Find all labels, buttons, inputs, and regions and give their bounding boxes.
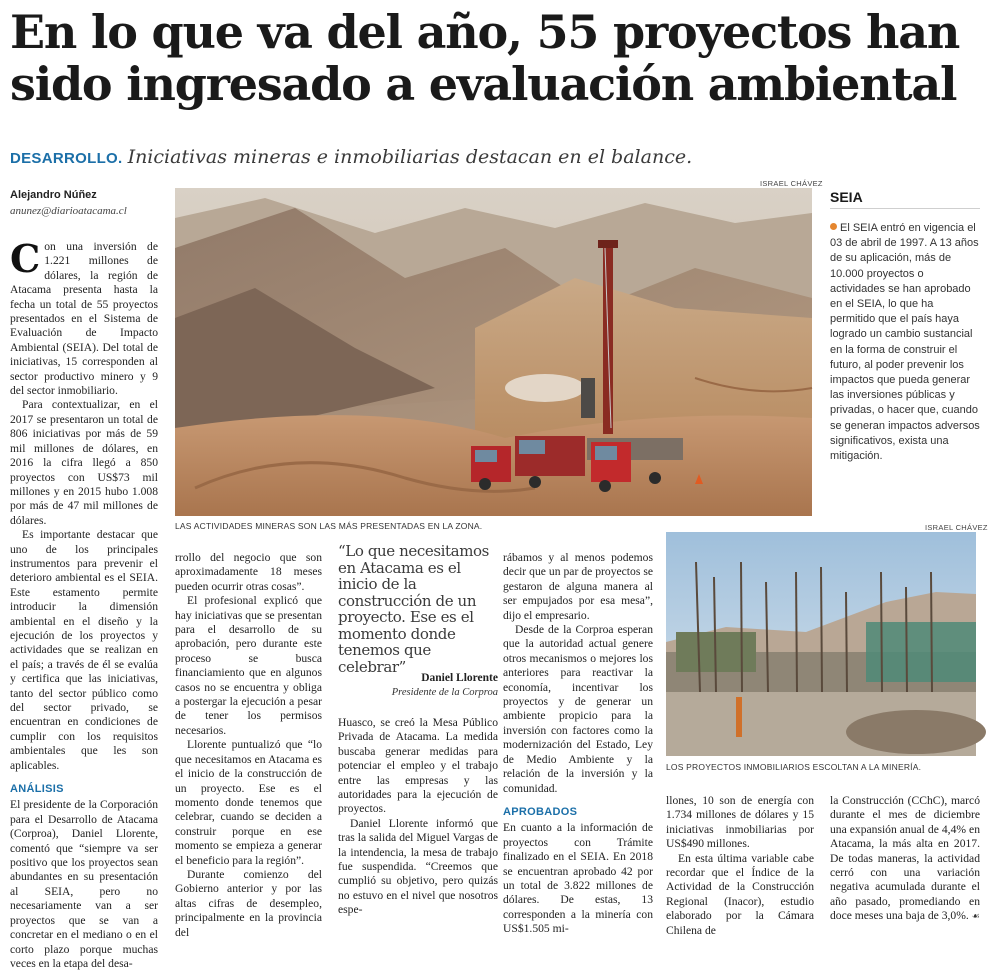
mining-photo bbox=[175, 188, 812, 516]
quote-author: Daniel Llorente bbox=[421, 672, 498, 684]
author-email[interactable]: anunez@diarioatacama.cl bbox=[10, 205, 127, 217]
author-name: Alejandro Núñez bbox=[10, 189, 97, 201]
col3-paragraph-1: Huasco, se creó la Mesa Público Privada de Atacama. La medida buscaba generar medidas para potenciar el empleo y el trabajo entre las empresas y las autoridades para la ejecución de proyectos. bbox=[338, 716, 498, 816]
col5-paragraph-1: llones, 10 son de energía con 1.734 millones de dólares y 15 iniciativas inmobiliarias por US$490 millones. bbox=[666, 794, 814, 851]
analysis-subhead: ANÁLISIS bbox=[10, 783, 64, 796]
col4-paragraph-1: rábamos y al menos podemos decir que un par de proyectos se gestaron de alguna manera al ser empujados por esa mesa”, dijo el empresario. bbox=[503, 551, 653, 622]
col2-paragraph-4: Durante comienzo del Gobierno anterior y por las altas cifras de desempleo, principalmente en la provincia del bbox=[175, 867, 322, 939]
photo1-caption: LAS ACTIVIDADES MINERAS SON LAS MÁS PRESENTADAS EN LA ZONA. bbox=[175, 521, 483, 531]
deck bbox=[10, 146, 982, 168]
col6-paragraph-1: la Construcción (CChC), marcó durante el mes de diciembre una expansión anual de 4,4% en Atacama, la más alta en 2017. De todas maneras, la actividad cerró con una variación negativa acumulada durante el año pasado, promediando en doce meses una baja de 3,0%. bbox=[830, 794, 980, 923]
section-label: DESARROLLO. bbox=[10, 150, 123, 167]
construction-photo bbox=[666, 532, 976, 756]
approved-subhead: APROBADOS bbox=[503, 805, 578, 818]
photo2-caption: LOS PROYECTOS INMOBILIARIOS ESCOLTAN A LA MINERÍA. bbox=[666, 762, 922, 772]
quote-role: Presidente de la Corproa bbox=[391, 687, 498, 698]
col2-paragraph-3: Llorente puntualizó que “lo que necesitamos en Atacama es el inicio de la construcción de un proyecto. Ese es el momento donde tenemos que celebrar, cuando se deciden a construir porque en ese momento se empieza a generar el beneficio para la región”. bbox=[175, 738, 322, 867]
subheadline: Iniciativas mineras e inmobiliarias destacan en el balance. bbox=[127, 146, 693, 168]
col2-paragraph-1: rrollo del negocio que son aproximadamente 18 meses pueden ocurrir otras cosas”. bbox=[175, 551, 322, 593]
col5-paragraph-2: En esta última variable cabe recordar que el Índice de la Actividad de la Construcción Regional (Inacor), estudio elaborado por la Cámara Chilena de bbox=[666, 851, 814, 937]
column-2 bbox=[175, 551, 322, 940]
column-4 bbox=[503, 551, 653, 937]
column-3 bbox=[338, 716, 498, 918]
col4-paragraph-3: En cuanto a la información de proyectos con Trámite finalizado en el SEIA. En 2018 se encuentran aprobado 42 por un total de 3.822 millones de dólares. De estas, 13 corresponden a la minería con US$1.505 mi- bbox=[503, 821, 653, 936]
sidebar-divider bbox=[830, 208, 980, 209]
pull-quote: “Lo que necesitamos en Atacama es el inicio de la construcción de un proyecto. Ese es el momento donde tenemos que celebrar” bbox=[338, 542, 489, 676]
column-1 bbox=[10, 236, 158, 971]
sidebar-body: El SEIA entró en vigencia el 03 de abril de 1997. A 13 años de su aplicación, más de 10.000 proyectos o actividades se han aprobado en el SEIA, lo que ha permitido que el país haya logrado un cambio sustancial en la forma de construir el futuro, al poder prevenir los impactos que pueda generar las inversiones públicas y privadas, o hacer que, cuando se generan impactos adversos significativos, exista una mitigación. bbox=[830, 222, 980, 463]
photo2-credit: ISRAEL CHÁVEZ bbox=[925, 523, 988, 532]
headline: En lo que va del año, 55 proyectos han sido ingresado a evaluación ambiental bbox=[10, 5, 960, 111]
bullet-icon bbox=[830, 223, 837, 230]
construction-photo-illustration bbox=[666, 532, 976, 756]
col3-paragraph-2: Daniel Llorente informó que tras la salida del Miguel Vargas de la intendencia, la mesa de trabajo fue suspendida. “Creemos que cumplió su objetivo, pero quizás no estuvo en el nivel que nosotros espe- bbox=[338, 816, 498, 917]
column-5 bbox=[666, 794, 814, 938]
col1-paragraph-1: on una inversión de 1.221 millones de dólares, la región de Atacama presenta hasta la fecha un total de 55 proyectos presentados en el Sistema de Evaluación de Impacto Ambiental (SEIA). Del total de iniciativas, 15 corresponden al sector productivo minero y 9 del sector inmobiliario. bbox=[10, 240, 158, 398]
sidebar-text bbox=[830, 221, 980, 464]
sidebar-title: SEIA bbox=[830, 189, 863, 205]
col2-paragraph-2: El profesional explicó que hay iniciativas que se presentan para el desarrollo de su aprobación, pero durante este proceso se busca financiamiento que en algunos casos no se encuentra y obliga a postergar la ejecución a pesar de tener los permisos necesarios. bbox=[175, 594, 322, 737]
photo1-credit: ISRAEL CHÁVEZ bbox=[760, 179, 823, 188]
column-6 bbox=[830, 794, 980, 925]
col1-paragraph-4: El presidente de la Corporación para el Desarrollo de Atacama (Corproa), Daniel Llorente, comentó que “siempre va ser positivo que los proyectos sean abundantes en su presentación al SEIA, pero no necesariamente van a ser proyectos que se van a concretar en el mediano o en el corto plazo porque muchas veces en la etapa del desa- bbox=[10, 798, 158, 970]
col1-paragraph-2: Para contextualizar, en el 2017 se presentaron un total de 806 iniciativas por más de 59 mil millones de dólares, en 2016 la cifra llegó a 850 proyectos con US$73 mil millones y en 2015 hubo 1.008 por más de 47 mil millones de dólares. bbox=[10, 398, 158, 527]
col4-paragraph-2: Desde de la Corproa esperan que la autoridad actual genere otros mecanismos o mejores los anteriores para reactivar la economía, incentivar los proyectos y de generar un ambiente propicio para la inversión con factores como la modernización del Estado, Ley de Medio Ambiente y la relación de la inversión y la comunidad. bbox=[503, 623, 653, 795]
end-mark-icon: ☙ bbox=[971, 912, 980, 923]
col1-paragraph-3: Es importante destacar que uno de los principales instrumentos para prevenir el deterioro ambiental es el SEIA. Este estamento permite introducir la dimensión ambiental en el diseño y la ejecución de los proyectos y actividades que se realizan en el país; a través de él se evalúa y certifica que las iniciativas, tanto del sector público como del sector privado, se encuentran en condiciones de cumplir con los requisitos ambientales que les son aplicables. bbox=[10, 528, 158, 772]
dropcap: C bbox=[10, 236, 41, 281]
mining-photo-illustration bbox=[175, 188, 812, 516]
